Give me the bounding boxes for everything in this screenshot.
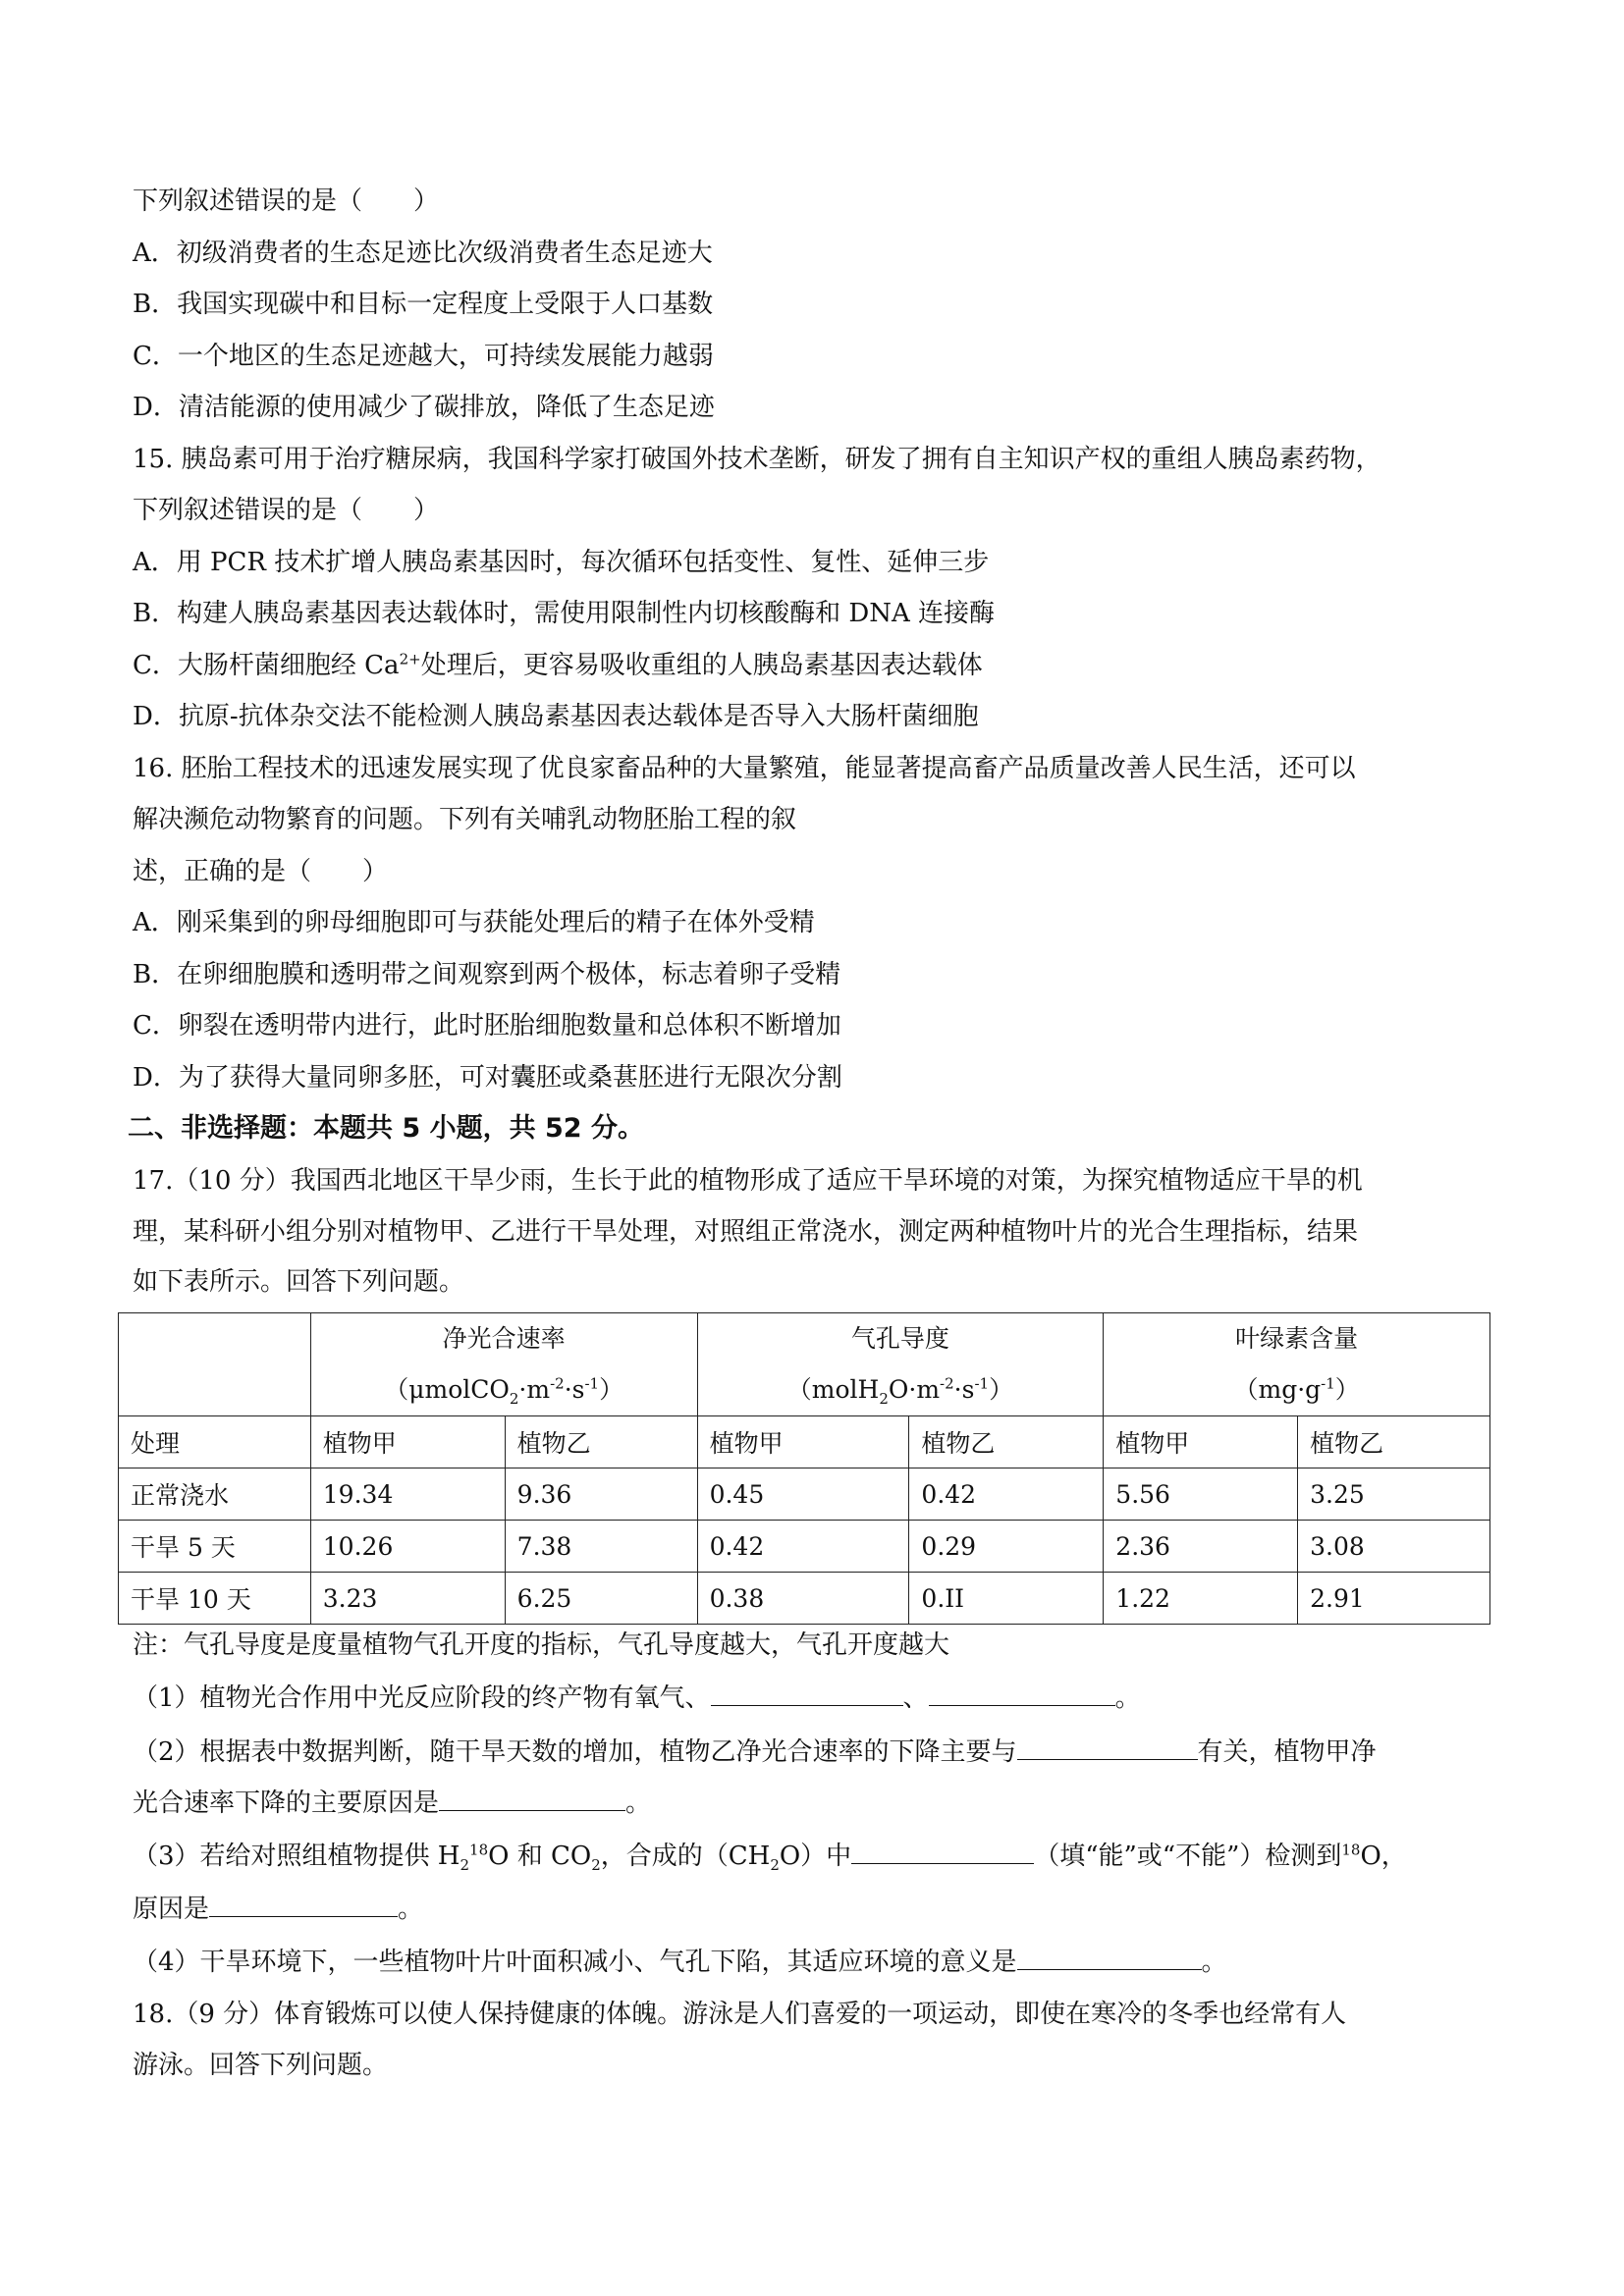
q15-option-b: B．构建人胰岛素基因表达载体时，需使用限制性内切核酸酶和 DNA 连接酶 <box>133 599 996 628</box>
table-cell: 1.22 <box>1104 1573 1298 1625</box>
table-group-header: 气孔导度 $(molH_2O\cdot m^{-2}\cdot s^{-1})$ <box>697 1313 1104 1416</box>
table-subheader-row <box>119 1416 1490 1468</box>
table-header-cell: 植物甲 <box>1104 1416 1298 1468</box>
table-cell: 2.91 <box>1298 1573 1490 1625</box>
table-row <box>119 1521 1490 1573</box>
answer-blank[interactable] <box>1017 1948 1202 1970</box>
answer-blank[interactable] <box>851 1842 1034 1864</box>
table-cell: 19.34 <box>310 1468 505 1521</box>
table-header-cell: 植物乙 <box>1298 1416 1490 1468</box>
table-row <box>119 1573 1490 1625</box>
table-corner-cell <box>119 1313 311 1416</box>
q14-option-a: A．初级消费者的生态足迹比次级消费者生态足迹大 <box>133 239 713 268</box>
table-header-cell: 植物甲 <box>310 1416 505 1468</box>
q17-part-3-line1: （3）若给对照组植物提供 $H_2^{18}O$ 和 $CO_2$，合成的$(CH_2O)$中 （填“能”或“不能”）检测到$^{18}$O， <box>133 1841 1407 1875</box>
table-cell: 2.36 <box>1104 1521 1298 1573</box>
answer-blank[interactable] <box>209 1895 398 1917</box>
table-cell: 0.29 <box>909 1521 1104 1573</box>
table-cell: 6.25 <box>505 1573 697 1625</box>
q17-stem-line1: 17.（10 分）我国西北地区干旱少雨，生长于此的植物形成了适应干旱环境的对策，为探究植物适应干旱的机 <box>133 1166 1363 1196</box>
q17-part-3-line2: 原因是 。 <box>133 1895 424 1924</box>
table-header-cell: 植物乙 <box>909 1416 1104 1468</box>
q15-option-a: A．用 PCR 技术扩增人胰岛素基因时，每次循环包括变性、复性、延伸三步 <box>133 548 990 577</box>
answer-blank[interactable] <box>711 1683 903 1706</box>
q18-stem-line2: 游泳。回答下列问题。 <box>133 2051 389 2080</box>
answer-blank[interactable] <box>929 1683 1115 1706</box>
table-cell: 正常浇水 <box>119 1468 311 1521</box>
q17-part-2-line1: （2）根据表中数据判断，随干旱天数的增加，植物乙净光合速率的下降主要与 有关，植物甲净 <box>133 1737 1377 1767</box>
q17-part-4: （4）干旱环境下，一些植物叶片叶面积减小、气孔下陷，其适应环境的意义是 。 <box>133 1948 1227 1977</box>
q17-part-1: （1）植物光合作用中光反应阶段的终产物有氧气、 、 。 <box>133 1683 1141 1713</box>
q15-option-c: C．大肠杆菌细胞经 $Ca^{2+}$处理后，更容易吸收重组的人胰岛素基因表达载体 <box>133 650 983 680</box>
q18-stem-line1: 18.（9 分）体育锻炼可以使人保持健康的体魄。游泳是人们喜爱的一项运动，即使在寒冷的冬季也经常有人 <box>133 2000 1347 2029</box>
table-cell: 0.42 <box>909 1468 1104 1521</box>
q16-stem-line2: 解决濒危动物繁育的问题。下列有关哺乳动物胚胎工程的叙 <box>133 805 797 834</box>
table-header-cell: 植物甲 <box>697 1416 909 1468</box>
answer-blank[interactable] <box>439 1789 625 1811</box>
q14-stem-end: 下列叙述错误的是（ ） <box>133 187 440 216</box>
table-cell: 10.26 <box>310 1521 505 1573</box>
q16-option-a: A．刚采集到的卵母细胞即可与获能处理后的精子在体外受精 <box>133 908 815 937</box>
q16-option-c: C．卵裂在透明带内进行，此时胚胎细胞数量和总体积不断增加 <box>133 1011 841 1041</box>
q17-stem-line2: 理，某科研小组分别对植物甲、乙进行干旱处理，对照组正常浇水，测定两种植物叶片的光合生理指标，结果 <box>133 1217 1359 1247</box>
table-header-cell: 处理 <box>119 1416 311 1468</box>
table-group-header: 叶绿素含量 $(mg\cdot g^{-1})$ <box>1104 1313 1490 1416</box>
table-cell: 3.23 <box>310 1573 505 1625</box>
table-header-row <box>119 1313 1490 1416</box>
table-cell: 7.38 <box>505 1521 697 1573</box>
q16-option-b: B．在卵细胞膜和透明带之间观察到两个极体，标志着卵子受精 <box>133 960 841 989</box>
q14-option-b: B．我国实现碳中和目标一定程度上受限于人口基数 <box>133 290 714 319</box>
q15-stem-line1: 15. 胰岛素可用于治疗糖尿病，我国科学家打破国外技术垄断，研发了拥有自主知识产权的重组人胰岛素药物， <box>133 445 1381 474</box>
table-cell: 0.38 <box>697 1573 909 1625</box>
table-cell: 干旱 5 天 <box>119 1521 311 1573</box>
q15-option-d: D．抗原-抗体杂交法不能检测人胰岛素基因表达载体是否导入大肠杆菌细胞 <box>133 702 979 731</box>
section-2-heading: 二、非选择题：本题共 5 小题，共 52 分。 <box>128 1113 644 1144</box>
table-cell: 5.56 <box>1104 1468 1298 1521</box>
answer-blank[interactable] <box>1017 1737 1198 1760</box>
table-cell: 干旱 10 天 <box>119 1573 311 1625</box>
table-cell: 0.45 <box>697 1468 909 1521</box>
q14-option-c: C．一个地区的生态足迹越大，可持续发展能力越弱 <box>133 342 714 371</box>
q16-stem-line3: 述，正确的是（ ） <box>133 857 389 886</box>
q15-stem-line2: 下列叙述错误的是（ ） <box>133 496 440 525</box>
q16-stem-line1: 16. 胚胎工程技术的迅速发展实现了优良家畜品种的大量繁殖，能显著提高畜产品质量改善人民生活，还可以 <box>133 754 1356 783</box>
q14-option-d: D．清洁能源的使用减少了碳排放，降低了生态足迹 <box>133 393 715 422</box>
q17-data-table <box>118 1312 1490 1625</box>
table-cell: 0.II <box>909 1573 1104 1625</box>
table-group-header: 净光合速率 $(\mu molCO_2\cdot m^{-2}\cdot s^{-1})$ <box>310 1313 697 1416</box>
table-cell: 3.08 <box>1298 1521 1490 1573</box>
q17-part-2-line2: 光合速率下降的主要原因是 。 <box>133 1789 652 1818</box>
table-cell: 9.36 <box>505 1468 697 1521</box>
table-cell: 0.42 <box>697 1521 909 1573</box>
table-row <box>119 1468 1490 1521</box>
q17-table-note: 注：气孔导度是度量植物气孔开度的指标，气孔导度越大，气孔开度越大 <box>133 1630 950 1660</box>
q16-option-d: D．为了获得大量同卵多胚，可对囊胚或桑葚胚进行无限次分割 <box>133 1063 842 1093</box>
table-header-cell: 植物乙 <box>505 1416 697 1468</box>
q17-stem-line3: 如下表所示。回答下列问题。 <box>133 1267 465 1297</box>
table-cell: 3.25 <box>1298 1468 1490 1521</box>
